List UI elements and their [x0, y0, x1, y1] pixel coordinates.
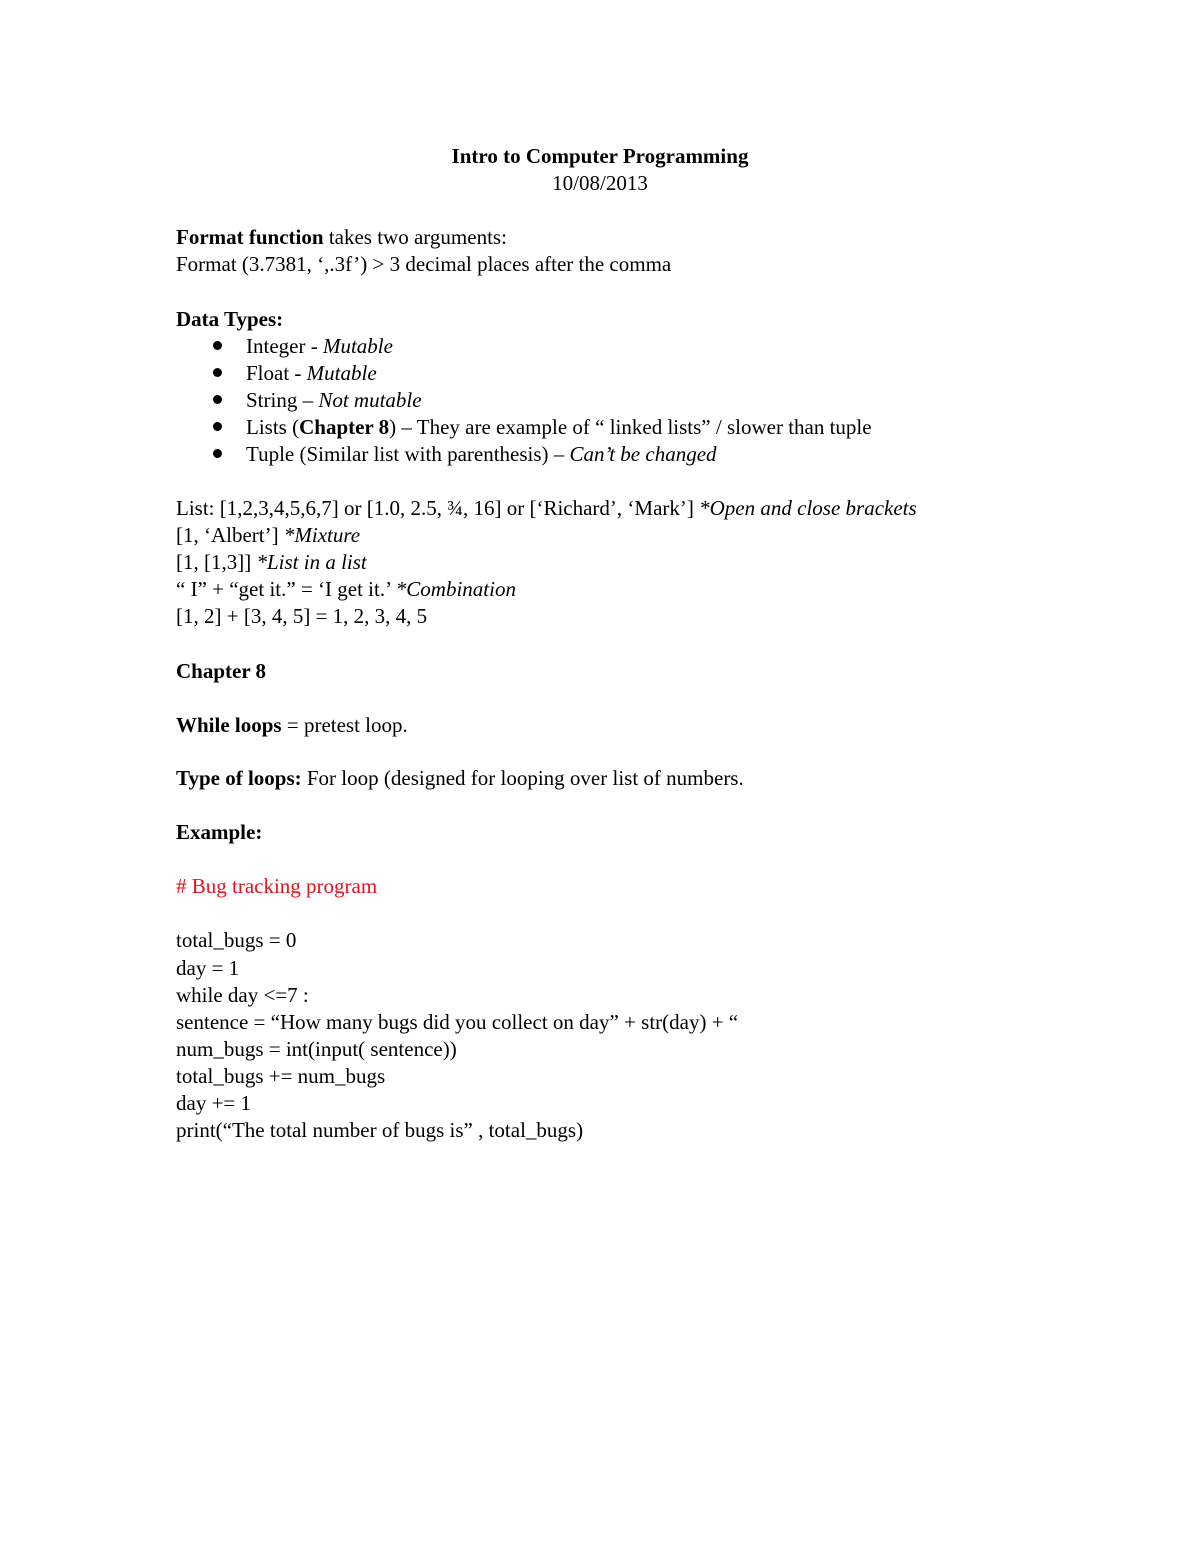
bullet-icon [213, 449, 222, 458]
data-type-item: Lists (Chapter 8) – They are example of “ linked lists” / slower than tuple [246, 415, 872, 439]
bullet-icon [213, 368, 222, 377]
format-example: Format (3.7381, ‘,.3f’) > 3 decimal places after the comma [176, 252, 672, 276]
code-line: num_bugs = int(input( sentence)) [176, 1037, 457, 1061]
while-loops-line: While loops = pretest loop. [176, 713, 408, 737]
example-heading: Example: [176, 820, 263, 844]
list-example: List: [1,2,3,4,5,6,7] or [1.0, 2.5, ¾, 16] or [‘Richard’, ‘Mark’] *Open and close brackets [176, 496, 917, 520]
data-type-item: Tuple (Similar list with parenthesis) – Can’t be changed [246, 442, 717, 466]
format-heading-line [176, 224, 507, 251]
bullet-icon [213, 341, 222, 350]
code-line: while day <=7 : [176, 983, 309, 1007]
format-heading-rest: takes two arguments: [323, 225, 507, 249]
data-types-heading: Data Types: [176, 307, 284, 331]
list-example: [1, [1,3]] *List in a list [176, 550, 367, 574]
code-line: day += 1 [176, 1091, 252, 1115]
data-type-item: Float - Mutable [246, 361, 377, 385]
data-type-item: String – Not mutable [246, 388, 422, 412]
list-example: [1, ‘Albert’] *Mixture [176, 523, 361, 547]
document-title: Intro to Computer Programming [451, 144, 749, 168]
code-comment: # Bug tracking program [176, 874, 378, 898]
format-heading: Format function [176, 225, 324, 249]
bullet-icon [213, 422, 222, 431]
list-example: “ I” + “get it.” = ‘I get it.’ *Combination [176, 577, 516, 601]
document-date: 10/08/2013 [552, 171, 648, 195]
list-example: [1, 2] + [3, 4, 5] = 1, 2, 3, 4, 5 [176, 604, 428, 628]
bullet-icon [213, 395, 222, 404]
data-type-item: Integer - Mutable [246, 334, 393, 358]
code-line: print(“The total number of bugs is” , total_bugs) [176, 1118, 584, 1142]
code-line: total_bugs += num_bugs [176, 1064, 386, 1088]
code-line: sentence = “How many bugs did you collect on day” + str(day) + “ [176, 1010, 739, 1034]
code-line: total_bugs = 0 [176, 928, 297, 952]
loop-types-line: Type of loops: For loop (designed for looping over list of numbers. [176, 766, 744, 790]
code-line: day = 1 [176, 956, 240, 980]
chapter-heading: Chapter 8 [176, 659, 267, 683]
